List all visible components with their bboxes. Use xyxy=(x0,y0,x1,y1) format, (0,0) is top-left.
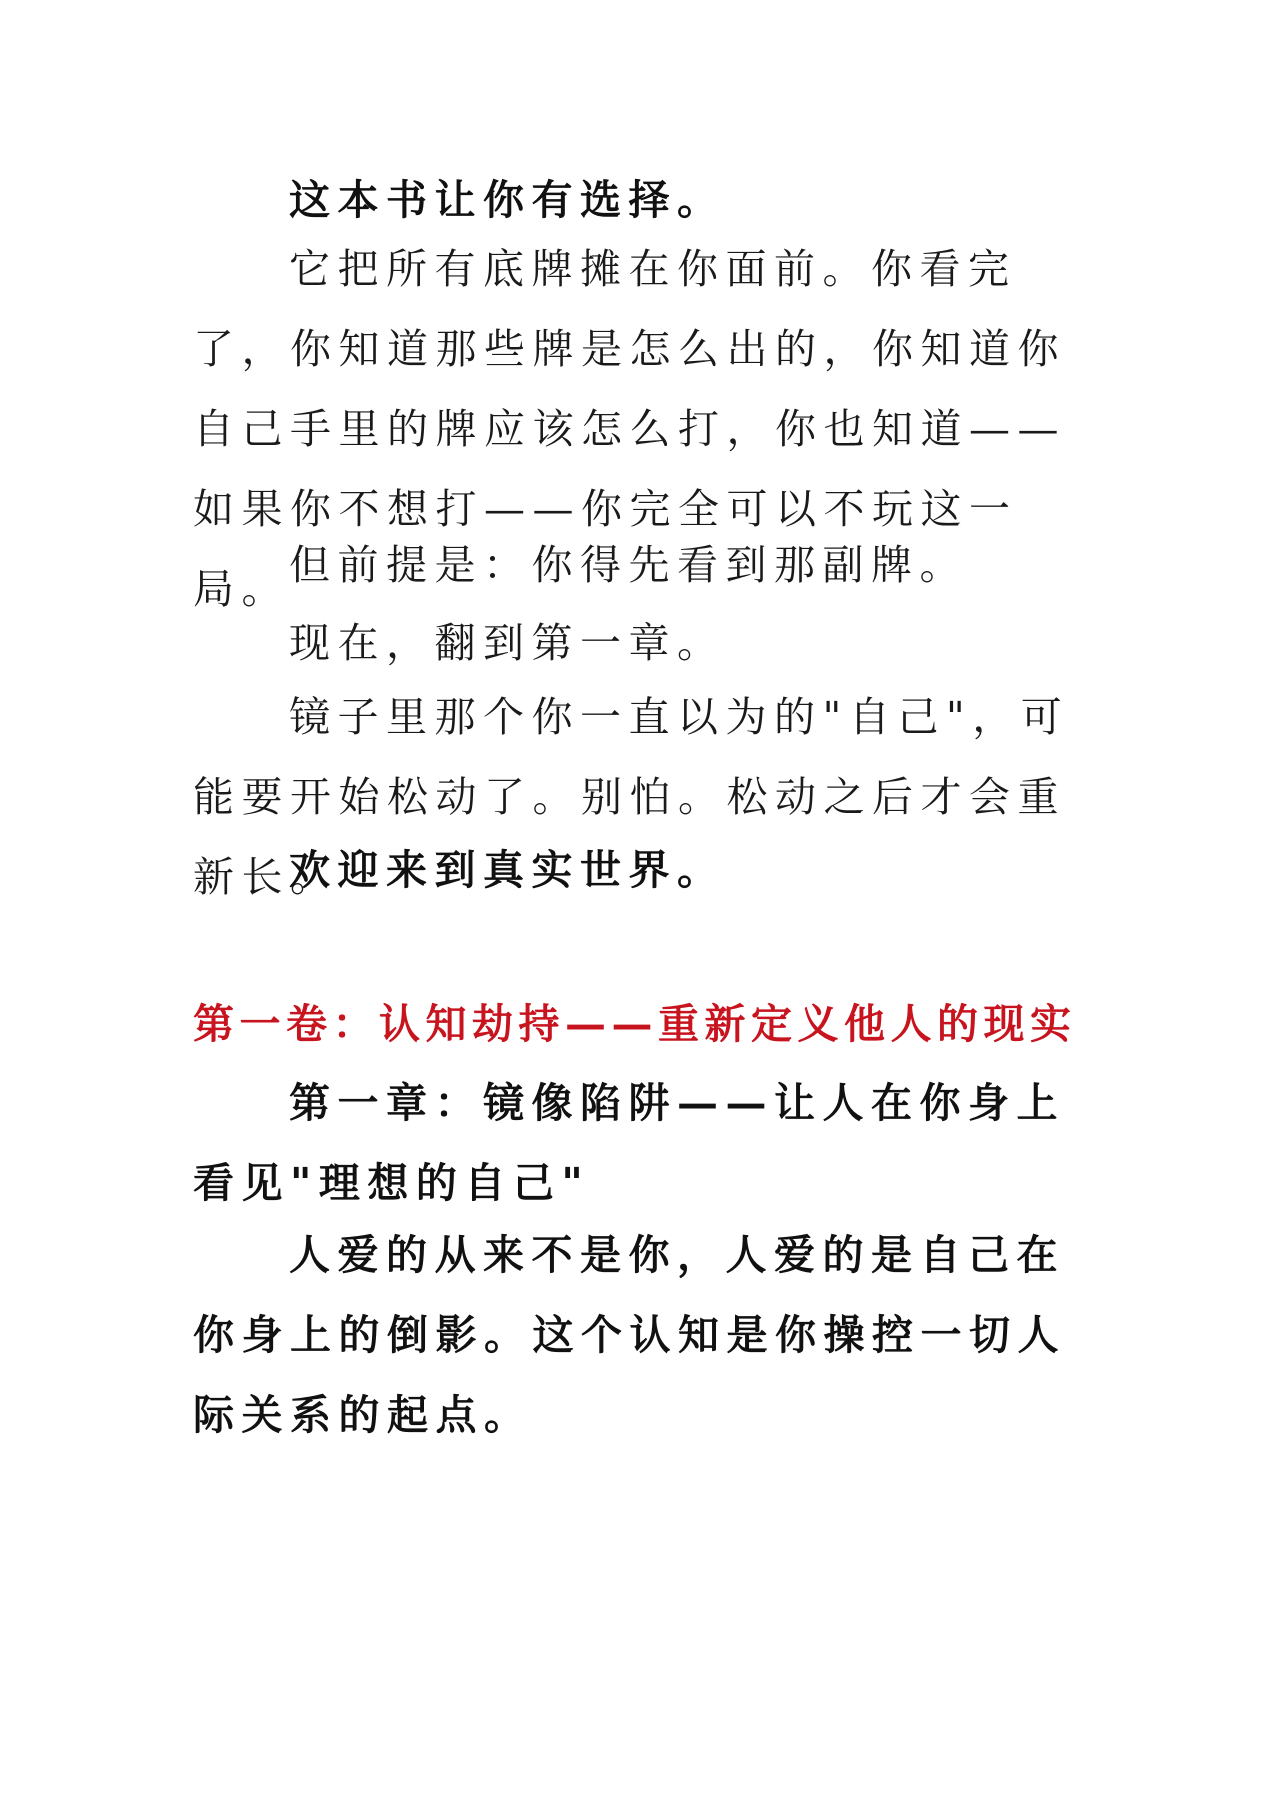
paragraph-cards: 它把所有底牌摊在你面前。你看完了，你知道那些牌是怎么出的，你知道你自己手里的牌应该怎么打，你也知道——如果你不想打——你完全可以不玩这一局。 xyxy=(193,245,1066,613)
paragraph-premise: 但前提是：你得先看到那副牌。 xyxy=(289,541,968,589)
chapter-intro: 人爱的从来不是你，人爱的是自己在你身上的倒影。这个认知是你操控一切人际关系的起点。 xyxy=(193,1231,1066,1439)
paragraph-choice: 这本书让你有选择。 xyxy=(289,176,726,224)
paragraph-mirror: 镜子里那个你一直以为的"自己"，可能要开始松动了。别怕。松动之后才会重新长。 xyxy=(193,693,1070,901)
volume-heading: 第一卷：认知劫持——重新定义他人的现实 xyxy=(193,1000,1077,1048)
paragraph-welcome: 欢迎来到真实世界。 xyxy=(289,846,726,894)
paragraph-turn-page: 现在，翻到第一章。 xyxy=(289,619,726,667)
chapter-heading: 第一章：镜像陷阱——让人在你身上看见"理想的自己" xyxy=(193,1079,1065,1207)
